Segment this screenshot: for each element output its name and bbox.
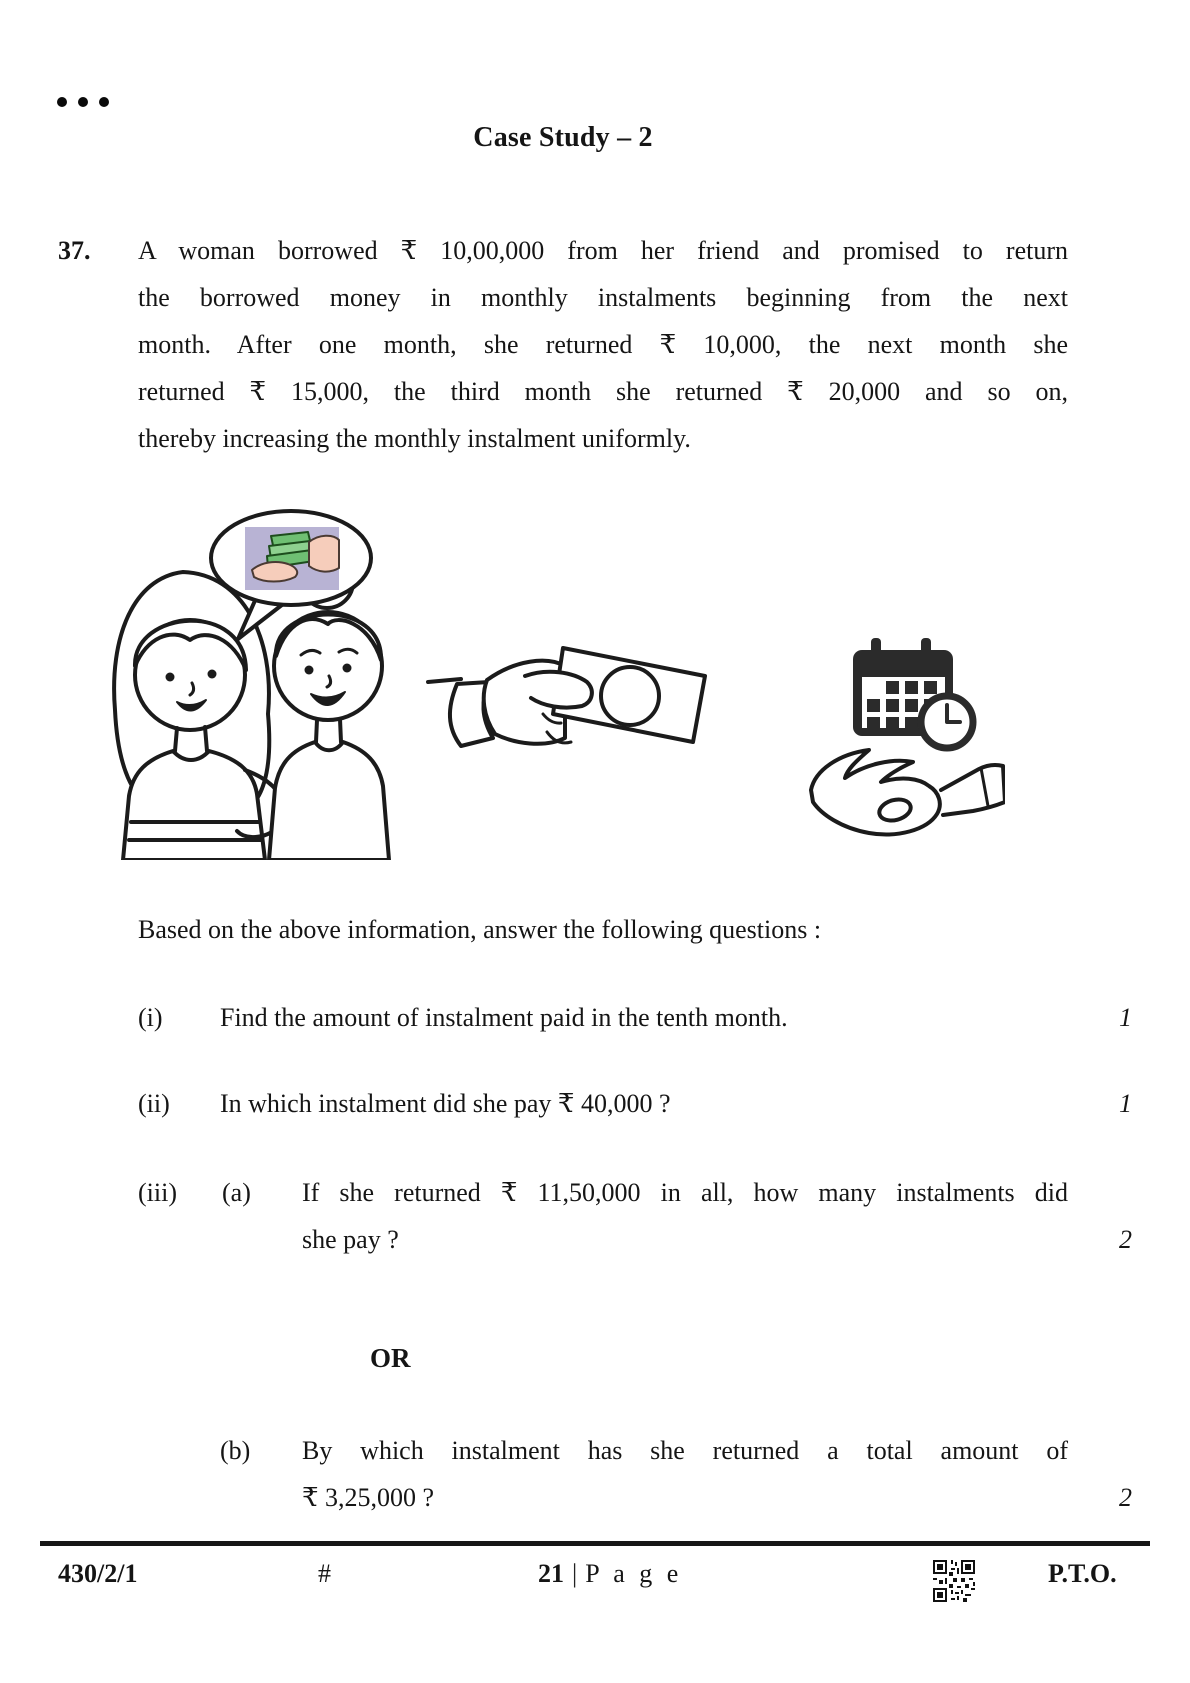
marks-value: 2 (1119, 1225, 1132, 1254)
question-text (138, 227, 1068, 462)
subquestion-i (138, 994, 1132, 1041)
dot-icon (78, 97, 88, 107)
subquestion-sublabel: (b) (220, 1436, 251, 1465)
pto-label: P.T.O. (1048, 1559, 1117, 1588)
question-line: returned ₹ 15,000, the third month she returned ₹ 20,000 and so on, (138, 377, 1068, 406)
question-37 (58, 227, 1068, 462)
footer-divider (40, 1541, 1150, 1546)
question-line: A woman borrowed ₹ 10,00,000 from her friend and promised to return (138, 236, 1068, 265)
page-number: 21 (538, 1559, 564, 1588)
open-palm-icon (811, 750, 1005, 834)
page-word: P a g e (585, 1559, 683, 1588)
subquestion-text: Find the amount of instalment paid in the tenth month. (220, 1003, 788, 1032)
subquestion-iii-b (220, 1427, 1132, 1521)
question-line: the borrowed money in monthly instalments beginning from the next (138, 283, 1068, 312)
question-number: 37. (58, 236, 91, 265)
subquestion-text (302, 1427, 1068, 1521)
question-line: month. After one month, she returned ₹ 10,000, the next month she (138, 330, 1068, 359)
page-separator: | (572, 1559, 578, 1588)
subquestion-label: (iii) (138, 1178, 177, 1207)
dot-icon (99, 97, 109, 107)
subquestion-ii (138, 1080, 1132, 1127)
corner-dots-icon (57, 97, 109, 107)
illustration (95, 470, 1005, 860)
subquestion-text (302, 1169, 1068, 1263)
question-line: thereby increasing the monthly instalment uniformly. (138, 424, 691, 453)
footer-hash-mark: # (318, 1559, 331, 1588)
subquestion-line: ₹ 3,25,000 ? (302, 1483, 435, 1512)
page-title: Case Study – 2 (473, 122, 653, 153)
marks-value: 1 (1119, 1003, 1132, 1032)
subquestion-sublabel: (a) (222, 1178, 251, 1207)
qr-code (933, 1560, 975, 1602)
subquestion-iii-a (138, 1169, 1132, 1263)
footer (0, 1557, 1190, 1607)
or-separator: OR (370, 1343, 411, 1373)
subquestion-line: she pay ? (302, 1225, 399, 1254)
subquestion-text: In which instalment did she pay ₹ 40,000 ? (220, 1089, 671, 1118)
intro-text: Based on the above information, answer the following questions : (138, 915, 822, 944)
dot-icon (57, 97, 67, 107)
hand-banknote-icon (428, 648, 705, 746)
marks-value: 1 (1119, 1089, 1132, 1118)
subquestion-label: (ii) (138, 1089, 170, 1118)
subquestion-label: (i) (138, 1003, 163, 1032)
subquestion-line: By which instalment has she returned a total amount of (302, 1436, 1068, 1465)
paper-code: 430/2/1 (58, 1559, 138, 1588)
calendar-clock-icon (853, 638, 973, 748)
marks-value: 2 (1119, 1483, 1132, 1512)
page-indicator (538, 1557, 682, 1591)
subquestion-line: If she returned ₹ 11,50,000 in all, how many instalments did (302, 1178, 1068, 1207)
